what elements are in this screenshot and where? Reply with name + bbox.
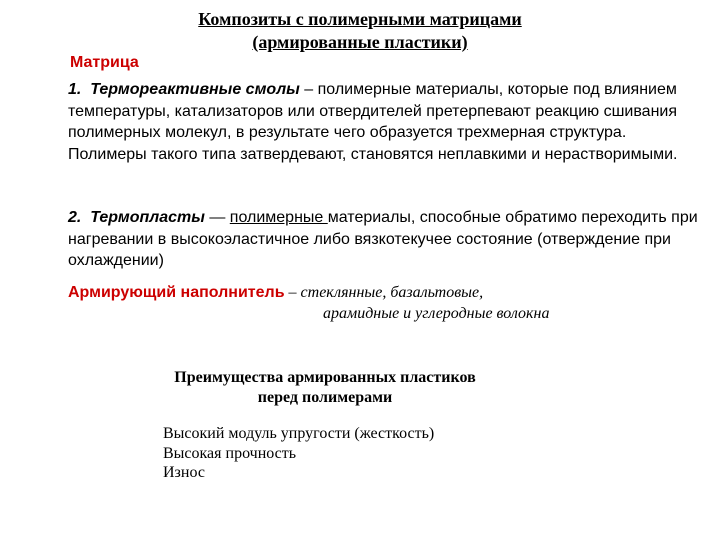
list-item: Износ: [163, 464, 205, 481]
reinforcement-text-line2: арамидные и углеродные волокна: [323, 305, 550, 322]
list-item: Высокая прочность: [163, 444, 297, 462]
title-line-2: (армированные пластики): [252, 32, 468, 52]
item-thermoset-text-line1: – полимерные материалы, которые под: [299, 81, 600, 98]
item-thermoset-term: Термореактивные смолы: [90, 81, 300, 98]
item-thermoplastic: [68, 207, 708, 272]
item-thermoplastic-dash: —: [204, 209, 230, 226]
item-thermoplastic-text: материалы, способные обратимо переходить при нагревании в высокоэластичное либо вязкотекучее состояние (отверждение при охлаждении): [68, 209, 698, 269]
advantages-title-line1: Преимущества армированных пластиков: [174, 369, 476, 386]
title-line-1: Композиты с полимерными матрицами: [198, 9, 522, 29]
reinforcement-block: [68, 282, 708, 324]
reinforcement-label: Армирующий наполнитель: [68, 284, 285, 301]
advantages-title-line2: перед полимерами: [257, 389, 393, 406]
item-thermoset: [68, 79, 708, 165]
page-title: [0, 8, 720, 54]
matrix-label: Матрица: [70, 54, 139, 71]
reinforcement-text-line1: – стеклянные, базальтовые,: [284, 284, 484, 301]
item-thermoplastic-underlined: полимерные: [229, 209, 328, 226]
item-thermoset-number: 1.: [68, 81, 82, 98]
item-thermoplastic-term: Термопласты: [90, 209, 205, 226]
advantages-title: [120, 368, 530, 408]
list-item: Высокий модуль упругости (жесткость): [163, 425, 435, 442]
advantages-list: [163, 424, 434, 483]
item-thermoset-text: влиянием температуры, катализаторов или отвердителей претерпевают реакцию сшивания полимерных молекул, в результате чего образуется трехмерная структура. Полимеры такого типа затвердевают, становятся неплавкими и нерастворимыми.: [68, 81, 678, 163]
item-thermoplastic-number: 2.: [68, 209, 82, 226]
